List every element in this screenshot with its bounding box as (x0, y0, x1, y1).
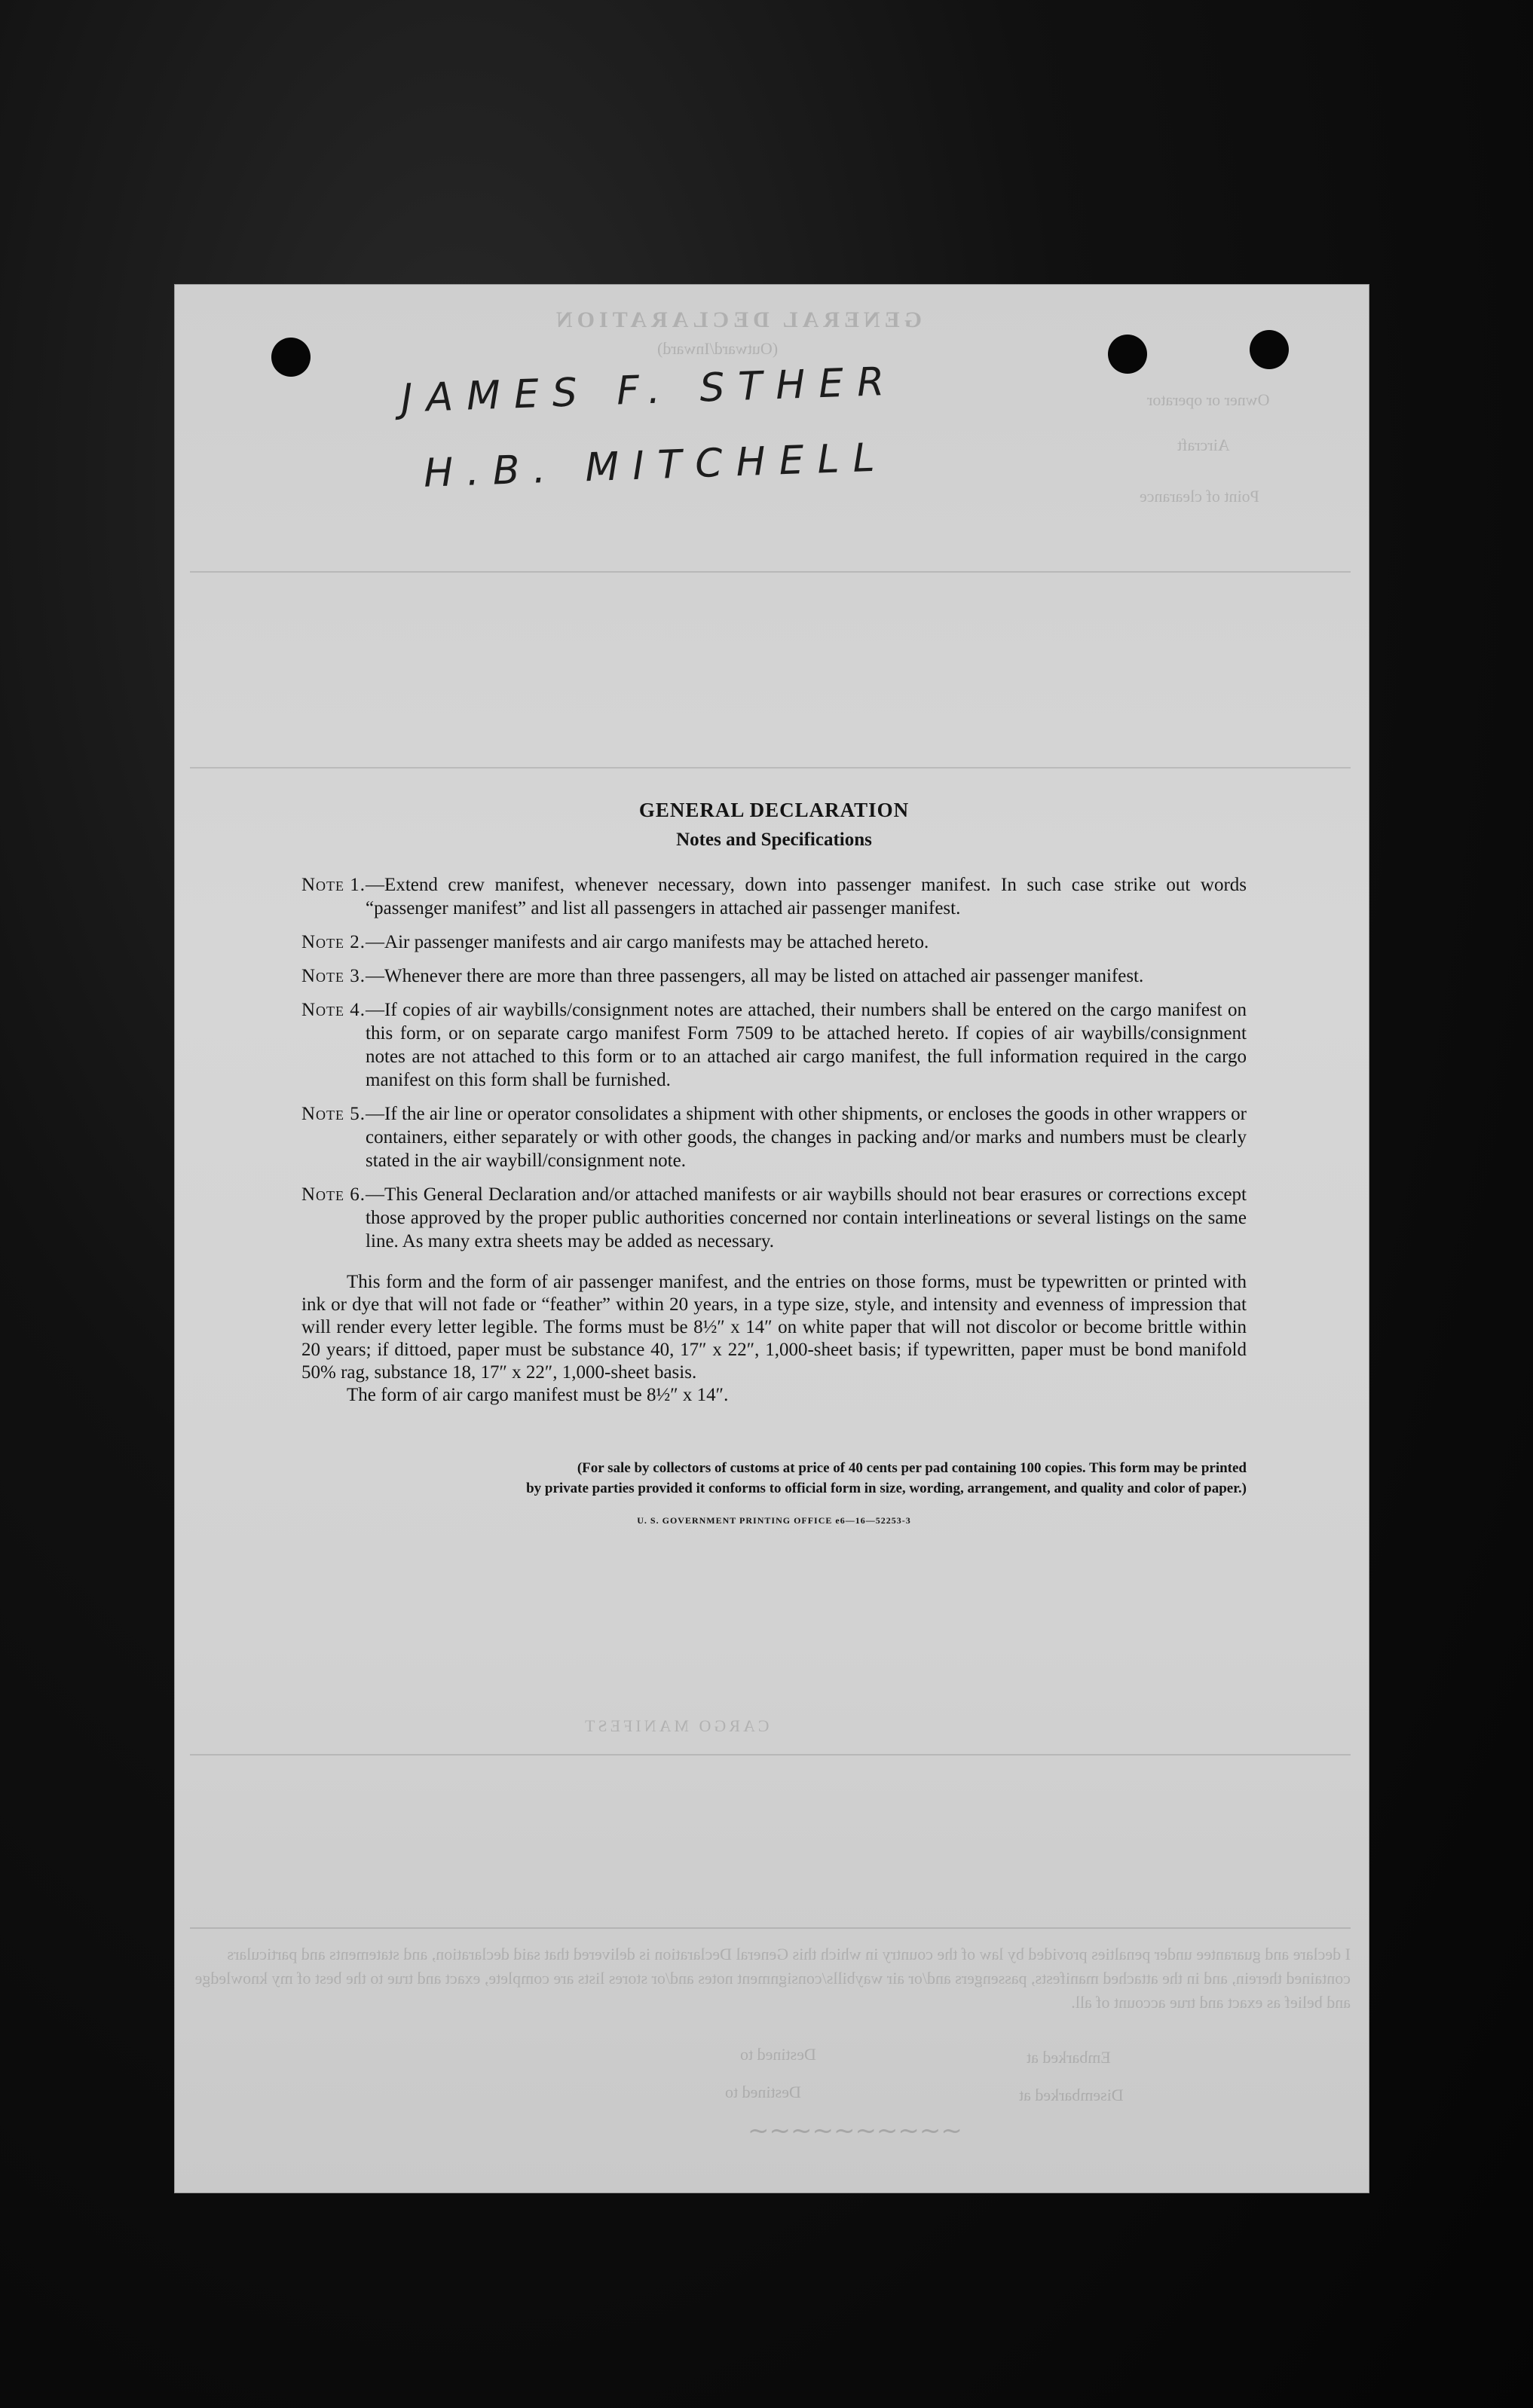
bleed-through-rule (190, 1927, 1351, 1929)
punch-hole-right (1250, 330, 1289, 369)
bleed-through-rule (190, 1754, 1351, 1756)
note-text: —Extend crew manifest, whenever necessary, down into passenger manifest. In such case strike out words “passenger manifest” and list all passengers in attached air passenger manifest. (366, 875, 1247, 918)
punch-hole-middle (1108, 335, 1147, 374)
bleed-through-destined: Destined to (740, 2045, 816, 2064)
bleed-through-disembarked: Disembarked at (1019, 2086, 1124, 2104)
note-5 (301, 1102, 1247, 1172)
notes-section (301, 799, 1247, 1526)
note-label: Note 3. (301, 966, 366, 986)
note-3 (301, 964, 1247, 988)
note-text: —If the air line or operator consolidates a shipment with other shipments, or encloses the goods in other wrappers or containers, either separately or with other goods, the changes in packing and/or marks and numbers must be clearly stated in the air waybill/consignment note. (366, 1104, 1247, 1171)
note-2 (301, 931, 1247, 954)
bleed-through-header: GENERAL DECLARATION (552, 307, 923, 332)
faint-signature-scribble: ~~~~~~~~~~ (748, 2116, 962, 2146)
bleed-through-label-3: Point of clearance (1140, 487, 1259, 506)
note-label: Note 5. (301, 1104, 366, 1124)
note-label: Note 2. (301, 932, 366, 952)
sale-notice (301, 1458, 1247, 1499)
sale-notice-line-1: (For sale by collectors of customs at price of 40 cents per pad containing 100 copies. This form may be printed (577, 1460, 1247, 1476)
bleed-through-label-1: Owner or operator (1147, 390, 1270, 409)
note-4 (301, 998, 1247, 1092)
form-specification-paragraph: This form and the form of air passenger manifest, and the entries on those forms, must be typewritten or printed with ink or dye that will not fade or “feather” within 20 years, in a type size, style, and intensity and evenness of impression that will render every letter legible. The forms must be 8½″ x 14″ on white paper that will not discolor or become brittle within 20 years; if dittoed, paper must be substance 40, 17″ x 22″, 1,000-sheet basis; if typewritten, paper must be bond manifold 50% rag, substance 18, 17″ x 22″, 1,000-sheet basis. (301, 1272, 1247, 1383)
bleed-through-rule (190, 767, 1351, 769)
bleed-through-certification: I declare and guarantee under penalties provided by law of the country in which this General Declaration is delivered that said declaration, and statements and particulars contained therein, and in the attached manifests, passengers and/or air waybills/consignment notes and/or stores lists are complete, exact and true to the best of my knowledge and belief as exact and true account of all. (194, 1945, 1351, 2012)
bleed-through-rule (190, 571, 1351, 573)
handwritten-name-1: JAMES F. STHER (400, 359, 899, 422)
printing-office-line: U. S. GOVERNMENT PRINTING OFFICE e6—16—52253-3 (637, 1515, 911, 1526)
note-text: —This General Declaration and/or attached manifests or air waybills should not bear erasures or corrections except those approved by the proper public authorities concerned nor contain interlineations or several listings on the same line. As many extra sheets may be added as necessary. (366, 1184, 1247, 1251)
note-text: —Air passenger manifests and air cargo manifests may be attached hereto. (366, 932, 929, 952)
note-text: —Whenever there are more than three passengers, all may be listed on attached air passenger manifest. (366, 966, 1144, 986)
declaration-title: GENERAL DECLARATION (638, 799, 910, 821)
note-1 (301, 873, 1247, 920)
bleed-through-label-2: Aircraft (1177, 435, 1230, 454)
note-text: —If copies of air waybills/consignment notes are attached, their numbers shall be entered on the cargo manifest on this form, or on separate cargo manifest Form 7509 to be attached hereto. If copies of air waybills/consignment notes are not attached to this form or to an attached air cargo manifest, the full information required in the cargo manifest on this form shall be furnished. (366, 1000, 1247, 1090)
note-label: Note 6. (301, 1184, 366, 1205)
note-label: Note 4. (301, 1000, 366, 1020)
note-6 (301, 1183, 1247, 1253)
punch-hole-left (271, 338, 311, 377)
bleed-through-destined-2: Destined to (725, 2083, 801, 2101)
sale-notice-line-2: by private parties provided it conforms to official form in size, wording, arrangement, and quality and color of paper.) (526, 1481, 1247, 1496)
cargo-manifest-size: The form of air cargo manifest must be 8½″ x 14″. (347, 1385, 729, 1405)
bleed-through-embarked: Embarked at (1027, 2048, 1111, 2067)
declaration-subtitle: Notes and Specifications (676, 830, 872, 850)
bleed-through-cargo: CARGO MANIFEST (582, 1716, 770, 1735)
note-label: Note 1. (301, 875, 366, 895)
handwritten-name-2: H.B. MITCHELL (423, 435, 889, 497)
bleed-through-sub: (Outward/Inward) (657, 339, 779, 358)
